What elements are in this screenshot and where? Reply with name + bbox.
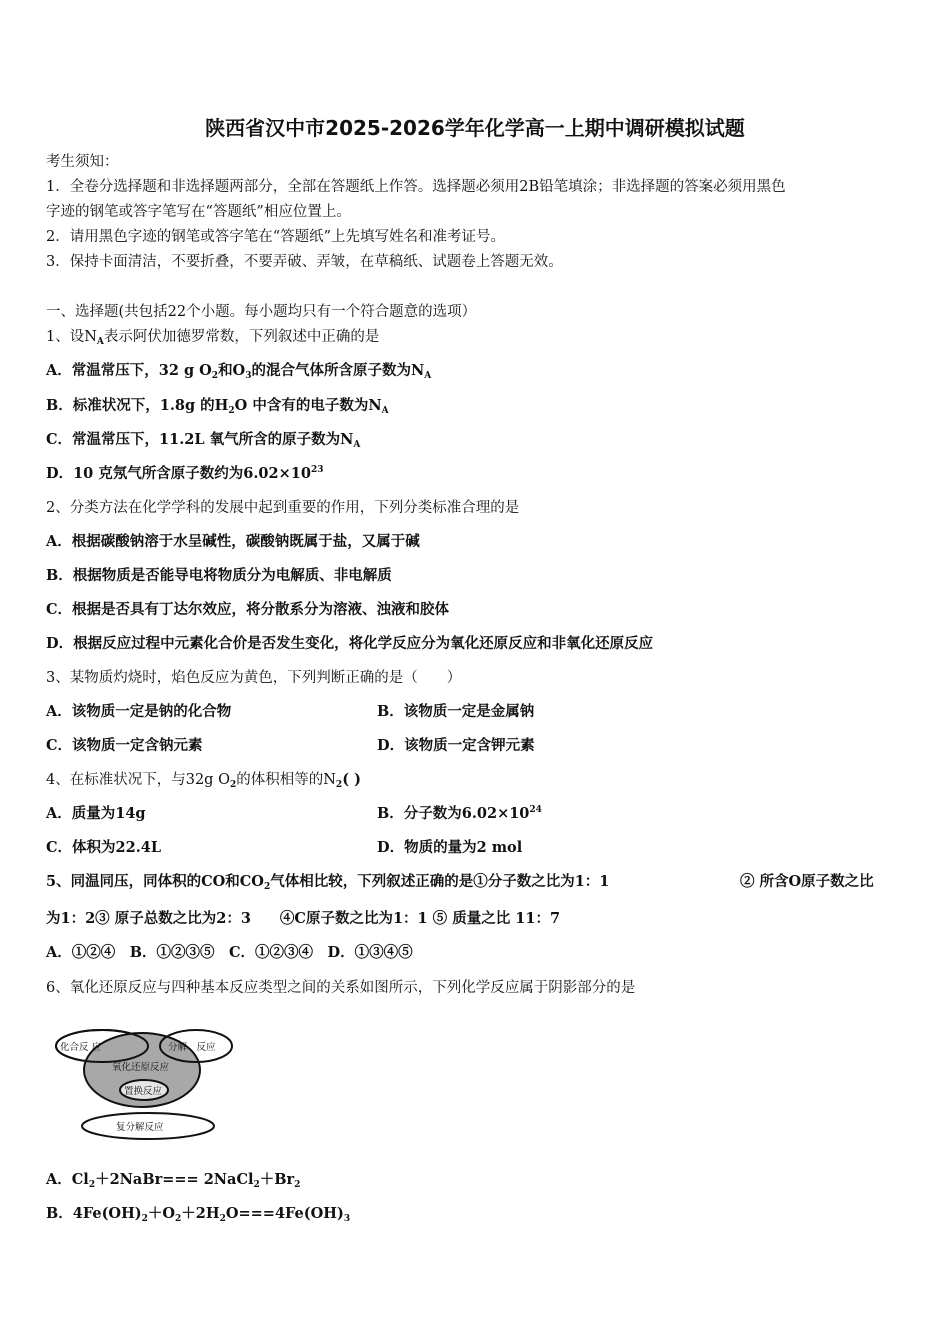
q1-option-b[interactable]: B．标准状况下，1.8g 的$H_2O$ 中含有的电子数为$N_A$ (46, 397, 389, 416)
label-displacement: 置换反应 (124, 1086, 163, 1097)
q4-option-b[interactable]: B．分子数为$6.02\times 10^{24}$ (377, 805, 542, 822)
question-1-stem: 1、设$N_A$表示阿伏加德罗常数，下列叙述中正确的是 (46, 329, 380, 347)
q6-option-a[interactable]: A．$Cl_2+2NaBr===$ $2NaCl_2+Br_2$ (46, 1171, 301, 1190)
question-5-stem: 5、同温同压，同体积的CO和$CO_2$气体相比较，下列叙述正确的是①分子数之比为1：1 (46, 873, 610, 892)
q5-options[interactable]: A．①②④ B．①②③⑤ C．①②③④ D．①③④⑤ (46, 944, 413, 961)
reaction-venn-diagram (50, 1018, 250, 1146)
q3-option-d[interactable]: D．该物质一定含钾元素 (377, 737, 535, 754)
notice-heading: 考生须知： (46, 154, 119, 170)
q4-option-c[interactable]: C．体积为22.4L (46, 839, 162, 856)
q1-option-d[interactable]: D．10 克氖气所含原子数约为$6.02\times 10^{23}$ (46, 465, 324, 482)
question-5-stem-cont: ② 所含O原子数之比 (740, 873, 874, 890)
q2-option-a[interactable]: A．根据碳酸钠溶于水呈碱性，碳酸钠既属于盐，又属于碱 (46, 533, 420, 550)
question-2-stem: 2、分类方法在化学学科的发展中起到重要的作用，下列分类标准合理的是 (46, 500, 520, 516)
q1-option-c[interactable]: C．常温常压下，11.2L 氧气所含的原子数为$N_A$ (46, 431, 361, 450)
q3-option-c[interactable]: C．该物质一定含钠元素 (46, 737, 203, 754)
question-5-stem-line2: 为1：2③ 原子总数之比为2：3 ④C原子数之比为1：1 ⑤ 质量之比 11：7 (46, 910, 561, 927)
label-decomposition: 分解 反应 (168, 1042, 216, 1053)
label-double-decomposition: 复分解反应 (116, 1122, 164, 1133)
notice-item: 3．保持卡面清洁，不要折叠，不要弄破、弄皱，在草稿纸、试题卷上答题无效。 (46, 254, 563, 270)
q4-option-a[interactable]: A．质量为14g (46, 805, 146, 822)
q2-option-d[interactable]: D．根据反应过程中元素化合价是否发生变化，将化学反应分为氧化还原反应和非氧化还原反应 (46, 635, 654, 652)
page-title: 陕西省汉中市2025-2026学年化学高一上期中调研模拟试题 (205, 116, 745, 140)
section-heading: 一、选择题(共包括22个小题。每小题均只有一个符合题意的选项） (46, 304, 477, 320)
q2-option-c[interactable]: C．根据是否具有丁达尔效应，将分散系分为溶液、浊液和胶体 (46, 601, 450, 618)
question-6-stem: 6、氧化还原反应与四种基本反应类型之间的关系如图所示，下列化学反应属于阴影部分的是 (46, 980, 636, 996)
q3-option-a[interactable]: A．该物质一定是钠的化合物 (46, 703, 232, 720)
notice-item: 1．全卷分选择题和非选择题两部分，全部在答题纸上作答。选择题必须用2B铅笔填涂；非选择题的答案必须用黑色 (46, 179, 786, 195)
question-3-stem: 3、某物质灼烧时，焰色反应为黄色，下列判断正确的是（ ） (46, 670, 462, 686)
question-4-stem: 4、在标准状况下，与32g $O_2$的体积相等的$N_2$( ) (46, 771, 361, 790)
notice-item: 2．请用黑色字迹的钢笔或答字笔在“答题纸”上先填写姓名和准考证号。 (46, 229, 506, 245)
label-combination: 化合反 应 (60, 1042, 102, 1053)
q6-option-b[interactable]: B．$4Fe(OH)_2+O_2+2H_2O===4Fe(OH)_3$ (46, 1205, 351, 1224)
label-redox: 氧化还原反应 (112, 1062, 170, 1073)
q2-option-b[interactable]: B．根据物质是否能导电将物质分为电解质、非电解质 (46, 567, 392, 584)
q1-option-a[interactable]: A．常温常压下，32 g $O_2$和$O_3$的混合气体所含原子数为$N_A$ (46, 362, 432, 381)
notice-item: 字迹的钢笔或答字笔写在“答题纸”相应位置上。 (46, 204, 351, 220)
q3-option-b[interactable]: B．该物质一定是金属钠 (377, 703, 535, 720)
q4-option-d[interactable]: D．物质的量为2 mol (377, 839, 523, 856)
